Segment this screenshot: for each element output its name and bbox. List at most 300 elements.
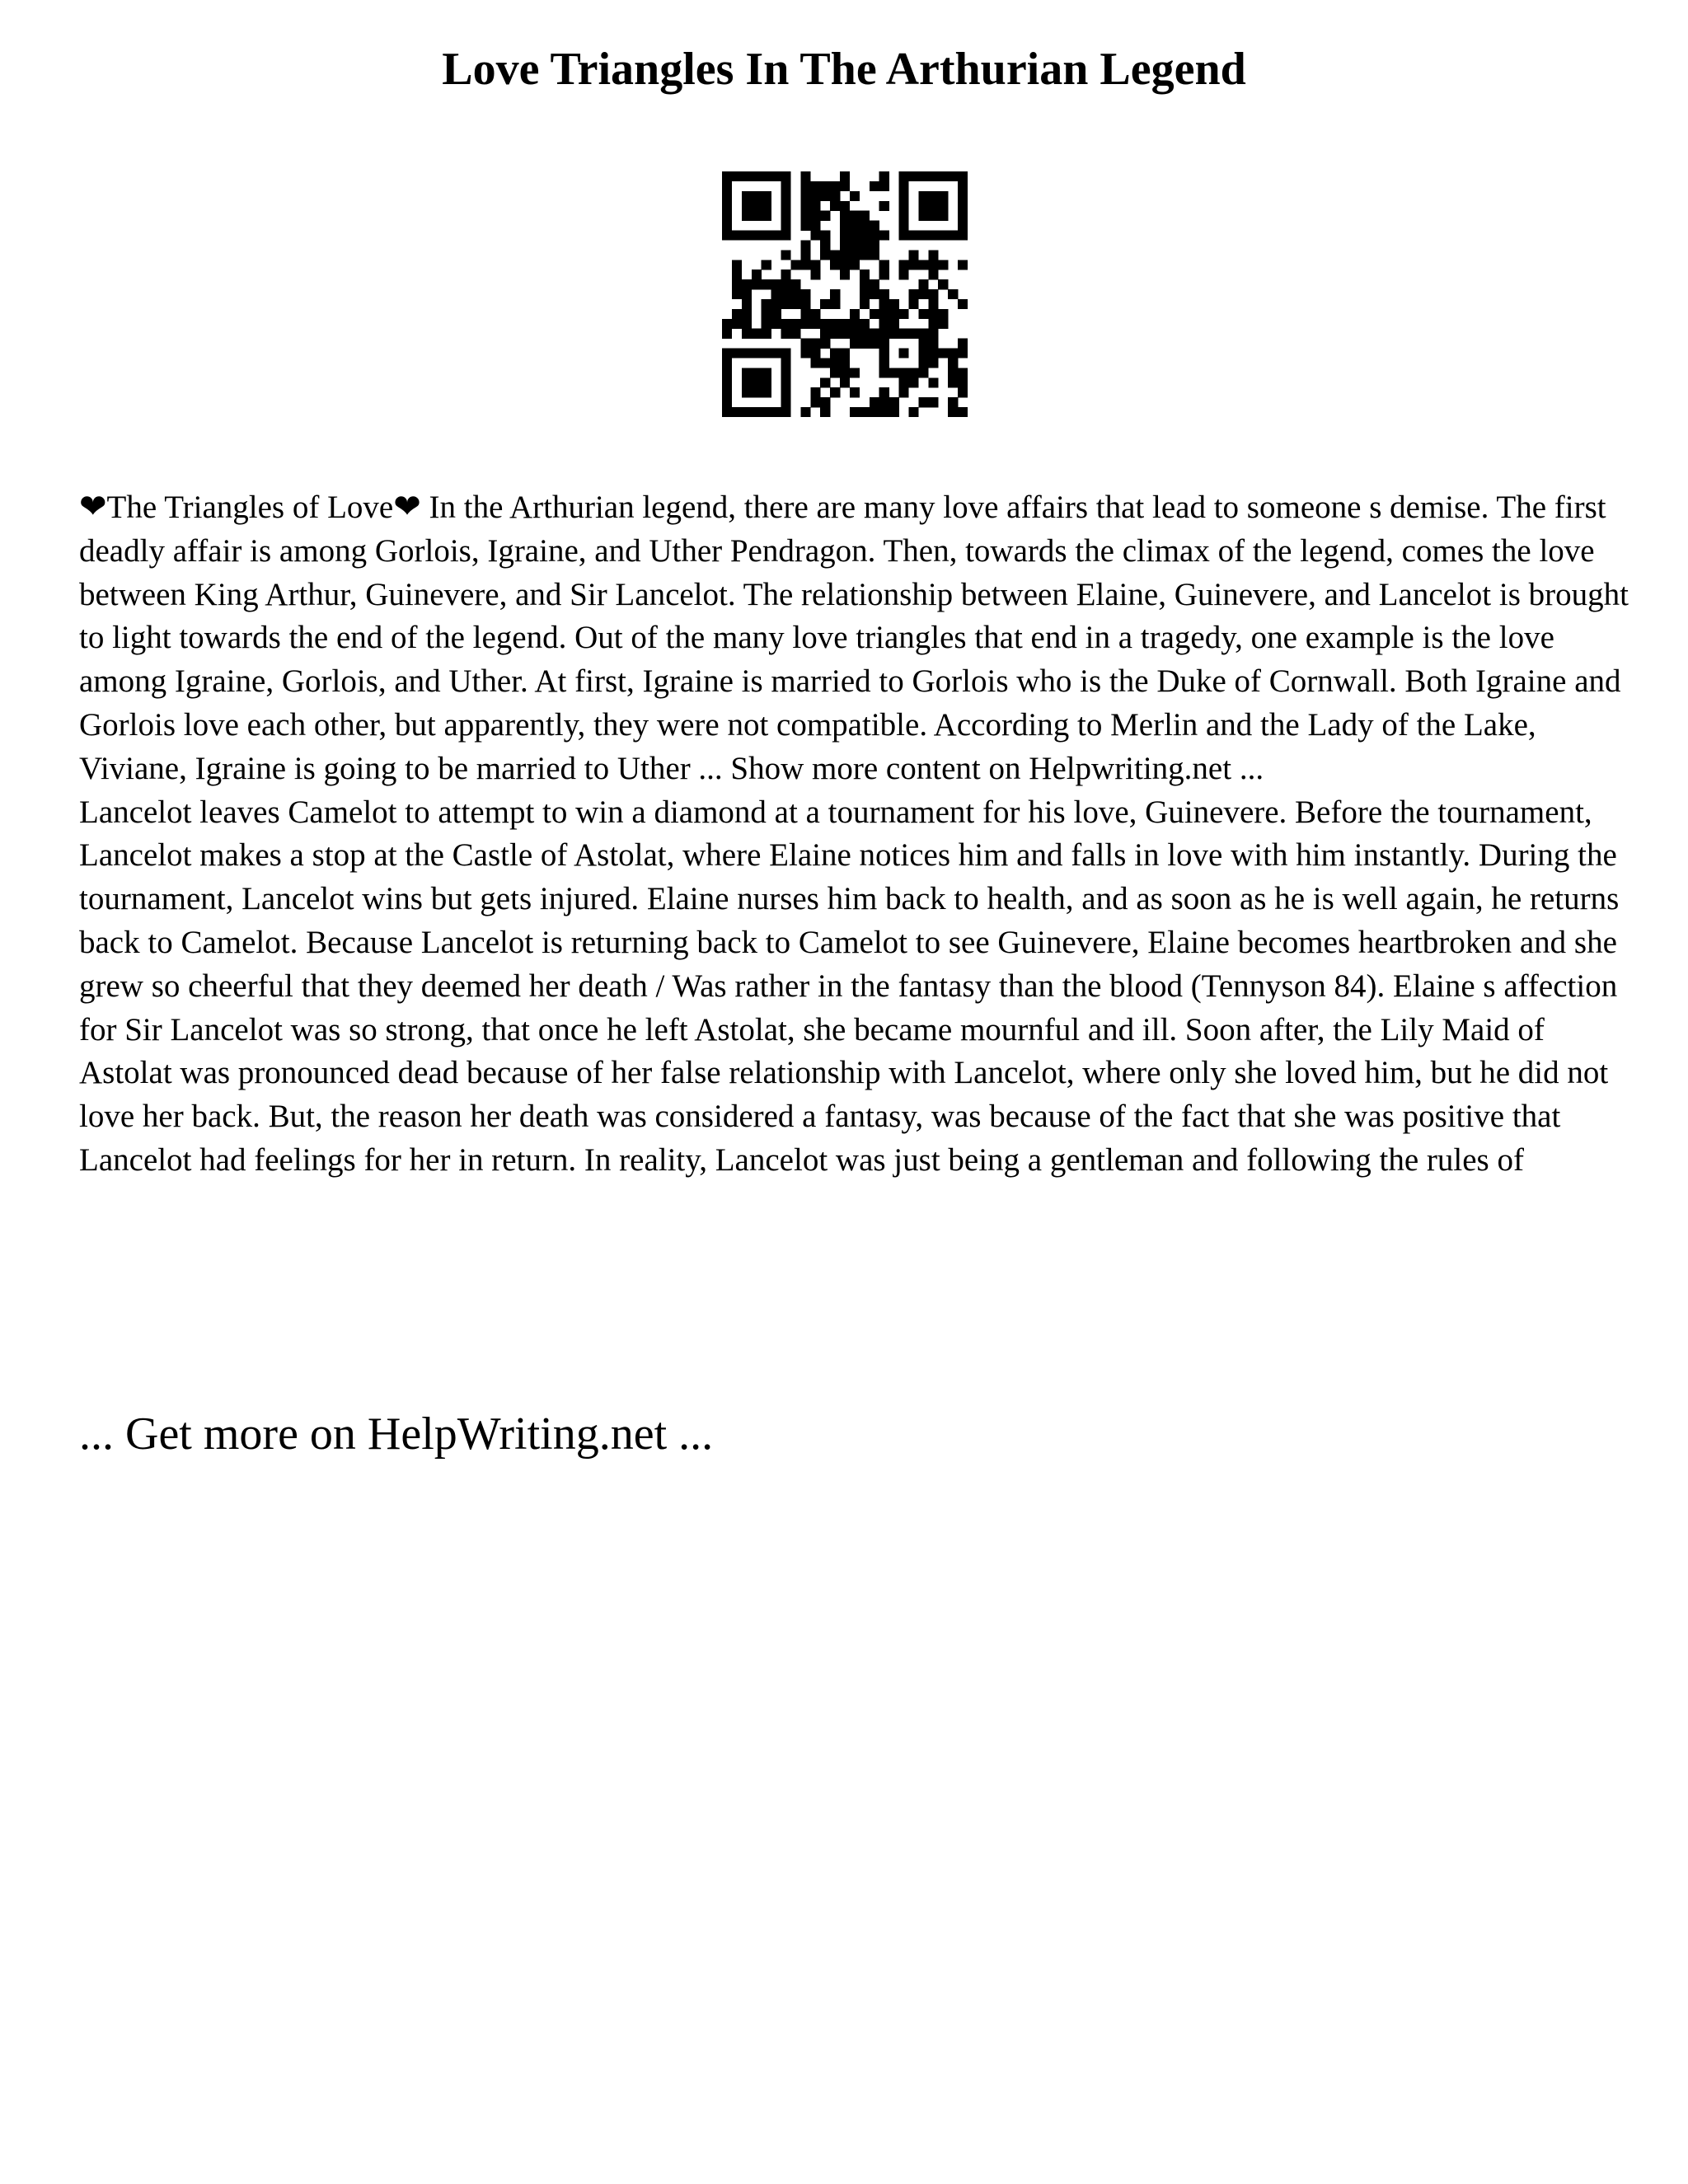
qr-module [918,358,928,368]
qr-module [918,289,928,299]
qr-module [889,407,899,417]
qr-module [771,279,781,289]
qr-module [899,309,909,319]
qr-module [742,309,752,319]
qr-module [771,319,781,329]
qr-module [722,349,732,359]
qr-module [781,181,791,191]
qr-module [781,279,791,289]
qr-module [938,309,948,319]
qr-module [850,250,860,260]
qr-module [870,250,879,260]
qr-module [762,329,771,339]
qr-module [762,349,771,359]
qr-module [860,221,870,231]
qr-module [781,368,791,377]
qr-module [870,279,879,289]
qr-module [899,201,909,211]
qr-module [928,191,938,201]
qr-module [908,299,918,309]
qr-module [850,260,860,269]
qr-module [840,201,850,211]
qr-module [790,260,800,269]
qr-module [860,211,870,221]
qr-module [820,358,830,368]
qr-module [958,377,968,387]
qr-module [732,407,742,417]
qr-module [958,407,968,417]
qr-module [879,309,889,319]
qr-module [781,377,791,387]
qr-module [860,407,870,417]
qr-module [722,377,732,387]
qr-module [958,299,968,309]
qr-module [771,407,781,417]
qr-module [879,319,889,329]
qr-module [790,319,800,329]
qr-module [918,368,928,377]
qr-module [850,329,860,339]
qr-module [918,339,928,349]
qr-module [742,319,752,329]
qr-module [879,397,889,407]
qr-module [752,201,762,211]
qr-module [850,368,860,377]
qr-module [879,299,889,309]
qr-module [908,377,918,387]
qr-module [870,407,879,417]
qr-module [928,397,938,407]
qr-module [899,349,909,359]
qr-module [860,319,870,329]
qr-module [850,240,860,250]
qr-module [781,358,791,368]
qr-module [820,231,830,241]
qr-module [742,171,752,181]
qr-module [840,211,850,221]
qr-module [732,260,742,269]
article-body [79,486,1629,1183]
qr-module [810,319,820,329]
qr-module [771,231,781,241]
qr-module [732,289,742,299]
qr-module [870,221,879,231]
qr-module [800,181,810,191]
qr-module [771,309,781,319]
qr-module [752,211,762,221]
qr-module [800,191,810,201]
qr-module [860,240,870,250]
qr-module [899,368,909,377]
qr-module [948,289,958,299]
qr-module [948,397,958,407]
qr-module [908,329,918,339]
qr-module [840,240,850,250]
qr-module [928,211,938,221]
qr-module [800,299,810,309]
qr-module [850,231,860,241]
qr-module [830,319,840,329]
qr-module [722,191,732,201]
qr-module [810,260,820,269]
qr-module [938,349,948,359]
qr-module [899,171,909,181]
qr-module [860,231,870,241]
qr-module [762,231,771,241]
qr-module [958,260,968,269]
qr-module [742,279,752,289]
qr-module [820,299,830,309]
qr-module [781,221,791,231]
qr-module [879,181,889,191]
qr-module [830,358,840,368]
qr-module [889,397,899,407]
qr-module [850,221,860,231]
qr-module [850,407,860,417]
qr-module [958,221,968,231]
qr-module [722,231,732,241]
qr-module [762,407,771,417]
qr-module [722,319,732,329]
qr-module [820,181,830,191]
qr-module [800,171,810,181]
qr-module [850,339,860,349]
qr-module [879,231,889,241]
qr-module [938,211,948,221]
qr-module [860,299,870,309]
qr-module [938,260,948,269]
qr-module [870,329,879,339]
qr-module [918,201,928,211]
qr-module [908,260,918,269]
qr-module [800,260,810,269]
qr-module [830,329,840,339]
page-title: Love Triangles In The Arthurian Legend [442,44,1246,95]
qr-module [879,387,889,397]
qr-module [781,191,791,201]
qr-module [781,289,791,299]
qr-module [889,368,899,377]
paragraph-body: Lancelot leaves Camelot to attempt to win a diamond at a tournament for his love, Guinevere. Before the tournament, Lancelot makes a stop at the Castle of Astolat, where Elaine notices him and falls in love with him instantly. During the tournament, Lancelot wins but gets injured. Elaine nurses him back to health, and as soon as he is well again, he returns back to Camelot. Because Lancelot is returning back to Camelot to see Guinevere, Elaine becomes heartbroken and she grew so cheerful that they deemed her death / Was rather in the fantasy than the blood (Tennyson 84). Elaine s affection for Sir Lancelot was so strong, that once he left Astolat, she became mournful and ill. Soon after, the Lily Maid of Astolat was pronounced dead because of her false relationship with Lancelot, where only she loved him, but he did not love her back. But, the reason her death was considered a fantasy, was because of the fact that she was positive that Lancelot had feelings for her in return. In reality, Lancelot was just being a gentleman and following the rules of [79,794,1620,1178]
qr-module [752,407,762,417]
qr-module [840,181,850,191]
qr-module [860,329,870,339]
qr-module [948,377,958,387]
qr-module [830,289,840,299]
qr-module [722,171,732,181]
qr-module [722,407,732,417]
qr-module [800,309,810,319]
qr-module [781,407,791,417]
qr-module [958,349,968,359]
qr-module [938,201,948,211]
qr-module [810,309,820,319]
qr-module [752,171,762,181]
qr-module [762,368,771,377]
qr-module [840,171,850,181]
qr-module [928,349,938,359]
qr-module [918,171,928,181]
qr-module [870,240,879,250]
qr-module [820,319,830,329]
qr-module [840,269,850,279]
qr-module [928,358,938,368]
qr-module [762,319,771,329]
qr-module [742,407,752,417]
qr-module [810,387,820,397]
qr-module [928,250,938,260]
qr-module [722,368,732,377]
qr-module [860,289,870,299]
heart-icon: ❤ [393,488,421,526]
qr-module [928,171,938,181]
qr-module [860,250,870,260]
qr-module [722,397,732,407]
qr-module [879,368,889,377]
qr-module [800,201,810,211]
qr-module [762,211,771,221]
qr-module [850,387,860,397]
qr-module [762,279,771,289]
qr-module [790,299,800,309]
qr-module [742,289,752,299]
qr-module [830,201,840,211]
qr-module [722,221,732,231]
qr-module [879,349,889,359]
qr-module [958,201,968,211]
qr-module [840,358,850,368]
qr-module [781,319,791,329]
qr-module [860,339,870,349]
qr-module [928,289,938,299]
qr-module [899,377,909,387]
qr-module [908,171,918,181]
qr-module [781,211,791,221]
qr-module [958,231,968,241]
qr-module [899,329,909,339]
qr-module [800,339,810,349]
qr-module [889,309,899,319]
qr-module [899,221,909,231]
qr-module [918,211,928,221]
qr-module [918,329,928,339]
qr-module [732,269,742,279]
qr-module [830,250,840,260]
qr-module [908,368,918,377]
qr-module [722,211,732,221]
qr-module [948,368,958,377]
qr-module [810,181,820,191]
qr-module [810,397,820,407]
qr-module [790,279,800,289]
qr-module [948,231,958,241]
qr-module [820,191,830,201]
qr-module [850,191,860,201]
qr-module [752,329,762,339]
qr-module [958,387,968,397]
qr-module [781,397,791,407]
qr-module [948,349,958,359]
qr-module [762,171,771,181]
qr-module [781,387,791,397]
qr-module [840,250,850,260]
qr-module [752,368,762,377]
qr-module [958,191,968,201]
qr-module [820,211,830,221]
qr-module [732,279,742,289]
qr-module [800,319,810,329]
qr-module [742,201,752,211]
qr-module [879,269,889,279]
qr-module [879,358,889,368]
qr-module [771,289,781,299]
qr-module [781,231,791,241]
qr-module [800,240,810,250]
qr-module [722,201,732,211]
qr-module [928,329,938,339]
intro-text: In the Arthurian legend, there are many love affairs that lead to someone s demise. The first deadly affair is among Gorlois, Igraine, and Uther Pendragon. Then, towards the climax of the legend, comes the love between King Arthur, Guinevere, and Sir Lancelot. The relationship between Elaine, Guinevere, and Lancelot is brought to light towards the end of the legend. Out of the many love triangles that end in a tragedy, one example is the love among Igraine, Gorlois, and Uther. At first, Igraine is married to Gorlois who is the Duke of Cornwall. Both Igraine and Gorlois love each other, but apparently, they were not compatible. According to Merlin and the Lady of the Lake, Viviane, Igraine is going to be married to Uther ... Show more content on Helpwriting.net ... [79,490,1629,786]
qr-module [742,387,752,397]
get-more-link[interactable]: ... Get more on HelpWriting.net ... [79,1408,714,1460]
qr-module [918,260,928,269]
qr-module [830,181,840,191]
qr-module [899,231,909,241]
qr-module [879,339,889,349]
qr-module [879,289,889,299]
qr-module [810,231,820,241]
qr-module [870,309,879,319]
qr-module [840,221,850,231]
qr-module [820,397,830,407]
qr-module [762,191,771,201]
qr-module [889,329,899,339]
qr-module [810,221,820,231]
qr-module [781,349,791,359]
qr-module [800,250,810,260]
qr-module [752,231,762,241]
qr-module [722,358,732,368]
qr-module [958,211,968,221]
qr-module [879,171,889,181]
qr-module [850,211,860,221]
qr-module [879,329,889,339]
qr-module [810,269,820,279]
qr-module [752,349,762,359]
qr-module [840,349,850,359]
qr-module [918,231,928,241]
heart-icon: ❤ [79,488,107,526]
qr-module [781,269,791,279]
qr-module [810,211,820,221]
qr-module [958,181,968,191]
qr-module [850,319,860,329]
qr-module [742,349,752,359]
qr-module [908,231,918,241]
qr-module [928,260,938,269]
qr-module [820,240,830,250]
qr-module [938,231,948,241]
qr-module [899,211,909,221]
qr-module [938,279,948,289]
qr-module [908,407,918,417]
qr-module [889,299,899,309]
qr-module [830,191,840,201]
qr-module [781,201,791,211]
qr-module [840,231,850,241]
qr-module [958,368,968,377]
qr-module [722,387,732,397]
qr-module [810,349,820,359]
qr-module [830,387,840,397]
qr-module [810,339,820,349]
qr-module [918,349,928,359]
qr-module [958,339,968,349]
qr-module [840,260,850,269]
qr-module [879,407,889,417]
qr-module [790,329,800,339]
qr-module [762,387,771,397]
qr-module [800,221,810,231]
qr-module [771,349,781,359]
qr-module [948,358,958,368]
qr-module [830,349,840,359]
qr-module [781,171,791,181]
qr-module [830,260,840,269]
qr-module [870,231,879,241]
qr-module [889,319,899,329]
qr-module [800,407,810,417]
qr-module [938,171,948,181]
qr-module [860,279,870,289]
qr-module [800,349,810,359]
qr-module [752,191,762,201]
qr-module [918,309,928,319]
qr-module [810,201,820,211]
qr-module [742,231,752,241]
qr-module [840,329,850,339]
qr-module [732,309,742,319]
qr-module [899,269,909,279]
qr-module [800,211,810,221]
qr-module [820,407,830,417]
qr-module [762,309,771,319]
qr-module [948,171,958,181]
qr-module [840,377,850,387]
qr-module [870,181,879,191]
qr-module [771,171,781,181]
qr-module [820,250,830,260]
qr-module [870,339,879,349]
qr-module [722,329,732,339]
qr-module [752,279,762,289]
qr-module [810,191,820,201]
qr-module [742,211,752,221]
qr-module [762,299,771,309]
qr-module [781,299,791,309]
qr-module [918,279,928,289]
qr-module [879,201,889,211]
qr-module [752,377,762,387]
qr-module [781,250,791,260]
qr-module [781,329,791,339]
qr-module [840,368,850,377]
paragraph-intro [79,486,1629,791]
qr-module [908,250,918,260]
qr-module [752,387,762,397]
qr-module [870,289,879,299]
qr-module [899,387,909,397]
qr-module [762,260,771,269]
